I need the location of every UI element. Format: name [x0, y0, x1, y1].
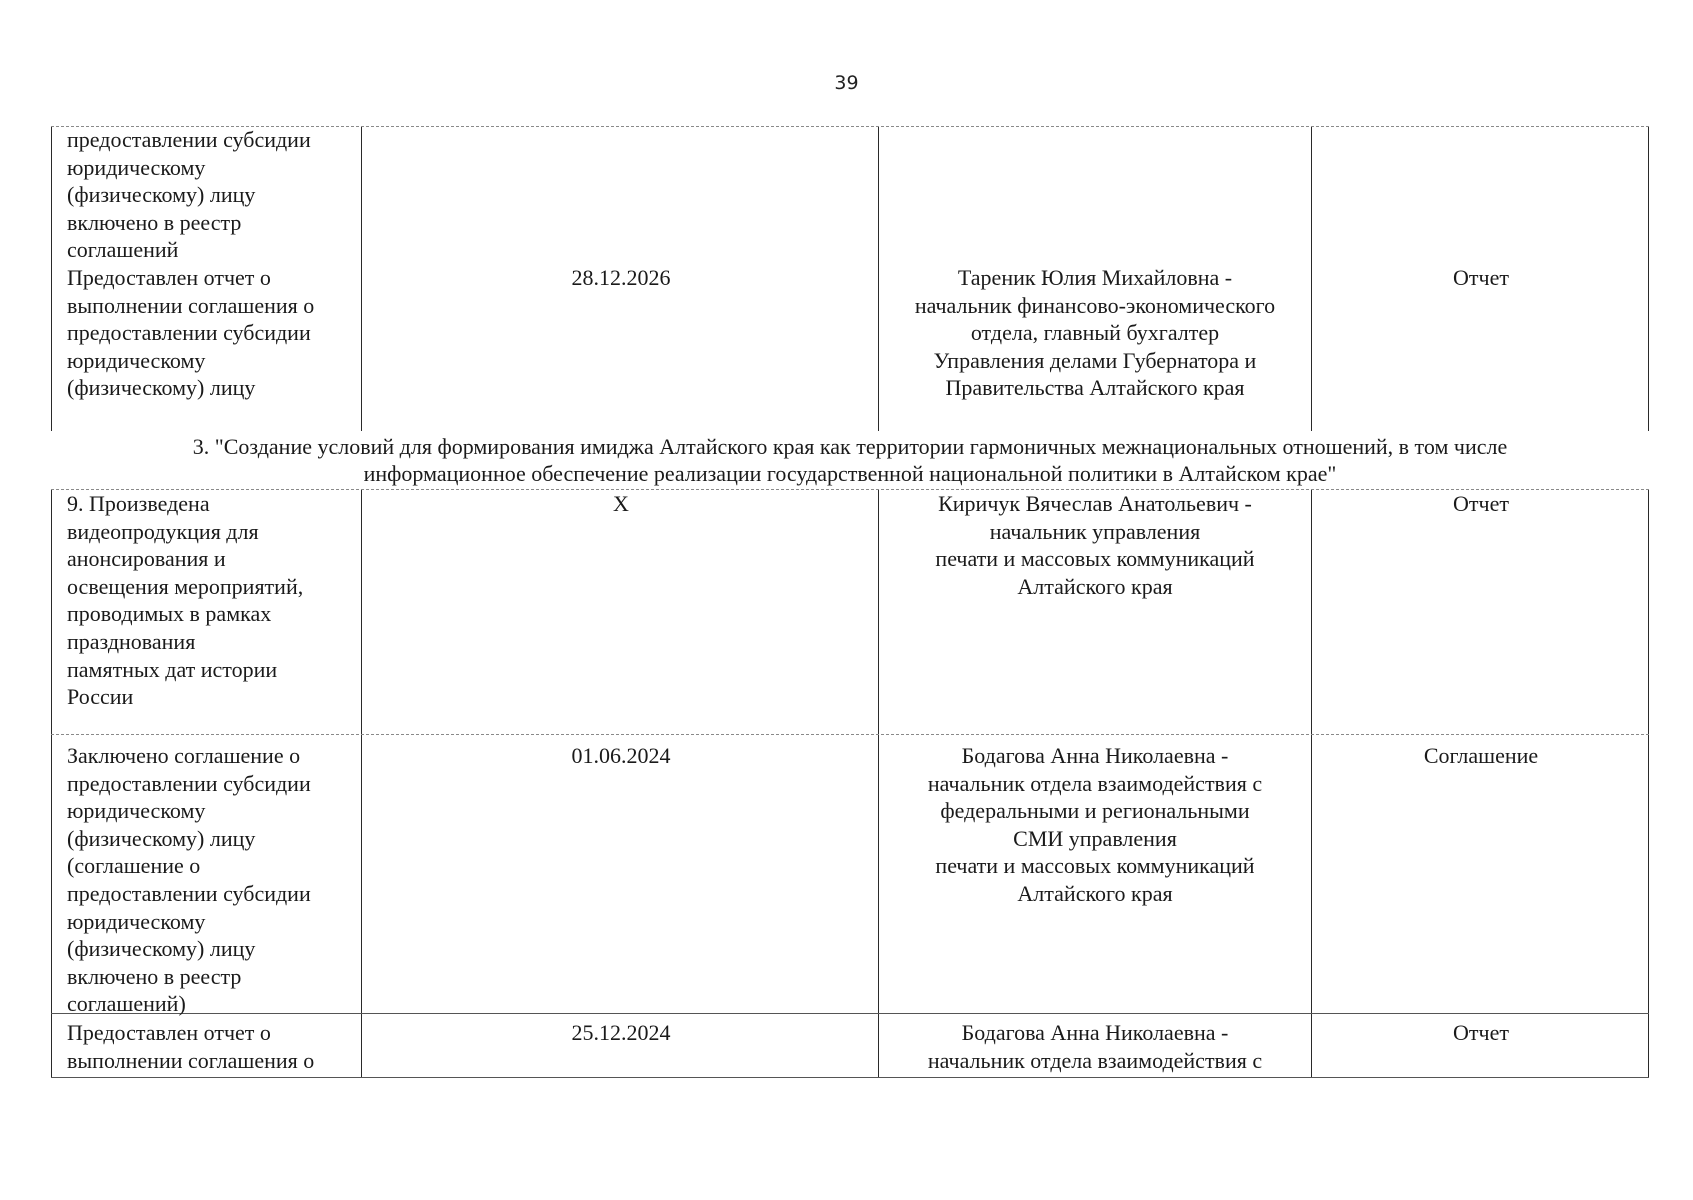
section-heading: 3. "Создание условий для формирования имиджа Алтайского края как территории гармоничных межнациональных отношений, в том числе информационное обеспечение реализации государственной национальной политики в Алтайском крае" [51, 433, 1649, 487]
cell-date: 01.06.2024 [571, 743, 671, 768]
page-number: 39 [834, 72, 859, 94]
table-bottom-edge [51, 1077, 1649, 1078]
cell-document: Отчет [1453, 491, 1509, 516]
table-border-right [1648, 489, 1649, 1077]
cell-document: Отчет [1453, 1020, 1509, 1045]
table-border-left [51, 489, 52, 1077]
column-divider-1 [361, 489, 362, 1077]
column-divider-3 [1311, 126, 1312, 431]
table-border-left [51, 126, 52, 431]
cell-date: X [613, 491, 629, 516]
cell-responsible: Тареник Юлия Михайловна - начальник финансово-экономического отдела, главный бухгалтер Управления делами Губернатора и Правительства Алтайского края [914, 265, 1276, 401]
cell-responsible: Киричук Вячеслав Анатольевич - начальник управления печати и массовых коммуникаций Алтайского края [935, 491, 1255, 599]
column-divider-3 [1311, 489, 1312, 1077]
cell-result: Заключено соглашение о предоставлении субсидии юридическому (физическому) лицу (соглашение о предоставлении субсидии юридическому (физическому) лицу включено в реестр соглашений) [67, 743, 311, 1017]
cell-responsible: Бодагова Анна Николаевна - начальник отдела взаимодействия с [927, 1020, 1263, 1073]
cell-date: 28.12.2026 [571, 265, 671, 290]
cell-responsible: Бодагова Анна Николаевна - начальник отдела взаимодействия с федеральными и региональными СМИ управления печати и массовых коммуникаций Алтайского края [927, 743, 1263, 906]
cell-result: Предоставлен отчет о выполнении соглашения о [67, 1020, 315, 1073]
cell-date: 25.12.2024 [571, 1020, 671, 1045]
cell-result: Предоставлен отчет о выполнении соглашения о предоставлении субсидии юридическому (физическому) лицу [67, 265, 315, 401]
cell-document: Отчет [1453, 265, 1509, 290]
row-divider [51, 734, 1649, 735]
column-divider-1 [361, 126, 362, 431]
cell-result: предоставлении субсидии юридическому (физическому) лицу включено в реестр соглашений [67, 127, 311, 263]
cell-document: Соглашение [1423, 743, 1539, 768]
cell-result: 9. Произведена видеопродукция для анонсирования и освещения мероприятий, проводимых в рамках празднования памятных дат истории России [67, 491, 304, 710]
